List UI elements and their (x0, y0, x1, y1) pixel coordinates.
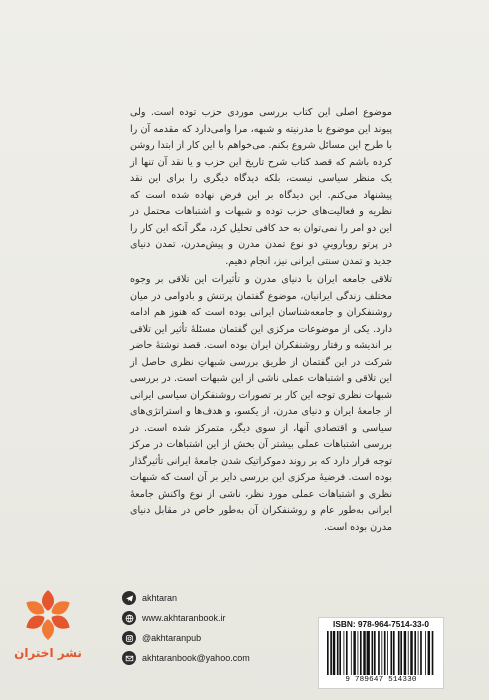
instagram-icon (122, 631, 136, 645)
barcode-bar (346, 631, 348, 675)
barcode-bar (432, 631, 434, 675)
barcode-bar (418, 631, 419, 675)
contact-instagram (122, 628, 302, 648)
barcode-bar (410, 631, 412, 675)
barcode-bar (381, 631, 382, 675)
barcode-bar (425, 631, 426, 675)
contact-telegram (122, 588, 302, 608)
telegram-icon (122, 591, 136, 605)
email-icon (122, 651, 136, 665)
barcode-bar (390, 631, 392, 675)
blurb-paragraph-2: تلاقی جامعه ایران با دنیای مدرن و تأثیرات این تلاقی بر وجوه مختلف زندگی ایرانیان، موضوع گفتمان پرتنش و بادوامی در میان روشنفکران و جامعه‌شناسان ایرانی بوده است که هنوز هم ادامه دارد. یکی از موضوعات مرکزی این گفتمان مسئلهٔ تأثیر این تلاقی بر اندیشه و رفتار روشنفکران ایران بوده است. قصد نوشتهٔ حاضر شرکت در این گفتمان از طریق بررسی شبهاتِ نظری حاصل از این تلاقی و اشتباهات عملی ناشی از این شبهات است. در بررسی شبهات نظری توجه این کار بر تصورات روشنفکران سیاسی ایرانی از جامعهٔ ایران و دنیای مدرن، از یکسو، و هدف‌ها و استراتژی‌های سیاسی و اقتصادی آنها، از سوی دیگر، متمرکز شده است. در بررسی اشتباهات عملی بیشتر آن بخش از این اشتباهات در مرکز توجه قرار دارد که بر روند دموکراتیک شدن جامعهٔ ایرانی تأثیرگذار بوده است. فرضیهٔ مرکزی این بررسی دایر بر آن است که شبهات نظری و اشتباهات عملی مورد نظر، ناشی از نوع واکنش جامعهٔ ایرانی به‌طور عام و روشنفکران آن به‌طور خاص در مقابل دنیای مدرن بوده است. (130, 274, 392, 533)
barcode-bar (330, 631, 332, 675)
barcode-bar (333, 631, 335, 675)
barcode-bars (327, 631, 435, 675)
barcode-bar (360, 631, 362, 675)
blurb-paragraph-1: موضوع اصلی این کتاب بررسی موردی حزب توده است. ولی پیوند این موضوع با مدرنیته و شبهه، مرا وامی‌دارد که مقدمه آن را با طرح این مسائل شروع بکنم. می‌خواهم با این کار از ابتدا روشن کرده باشم که قصد کتاب شرح تاریخ این حزب و یا نقد آن تنها از یک منظر سیاسی نیست، بلکه دیدگاه دیگری را برای این نقد پیشنهاد می‌کنم. این دیدگاه بر این فرض نهاده شده است که نظریه و فعالیت‌های حزب توده و شبهات و اشتباهات محتمل در این دو امر را نمی‌توان به حد کافی تحلیل کرد، مگر آنکه این کار را در پرتو رویاروییِ دو نوع تمدن مدرن و پیش‌مدرن، تمدن دنیای جدید و تمدن سنتی ایرانی نیز، انجام دهیم. (130, 107, 392, 267)
barcode-bar (428, 631, 430, 675)
web-icon (122, 611, 136, 625)
barcode-bar (339, 631, 341, 675)
barcode-bar (367, 631, 370, 675)
contact-text: akhtaranbook@yahoo.com (142, 653, 250, 663)
barcode-bar (378, 631, 380, 675)
publisher-name: نشر اختران (14, 646, 82, 660)
barcode-bar (343, 631, 344, 675)
barcode-bar (408, 631, 409, 675)
barcode-bar (358, 631, 359, 675)
barcode-digits: 9 789647 514330 (345, 676, 417, 684)
barcode-bar (398, 631, 400, 675)
barcode-bar (420, 631, 422, 675)
barcode-bar (387, 631, 388, 675)
contact-email (122, 648, 302, 668)
barcode-bar (384, 631, 386, 675)
barcode-bar (363, 631, 365, 675)
barcode-bar (353, 631, 355, 675)
isbn-label: ISBN: 978-964-7514-33-0 (333, 619, 429, 629)
barcode-bar (393, 631, 395, 675)
contact-text: akhtaran (142, 593, 178, 603)
blurb-text (130, 105, 392, 538)
contact-text: @akhtaranpub (142, 633, 202, 643)
barcode-bar (374, 631, 376, 675)
barcode-bar (351, 631, 352, 675)
barcode-bar (404, 631, 406, 675)
barcode-bar (414, 631, 416, 675)
contact-list (122, 588, 302, 668)
barcode-bar (337, 631, 339, 675)
barcode-bar (327, 631, 329, 675)
isbn-barcode (318, 617, 444, 689)
barcode-bar (372, 631, 374, 675)
barcode-bar (400, 631, 402, 675)
contact-text: www.akhtaranbook.ir (142, 613, 226, 623)
contact-website (122, 608, 302, 628)
